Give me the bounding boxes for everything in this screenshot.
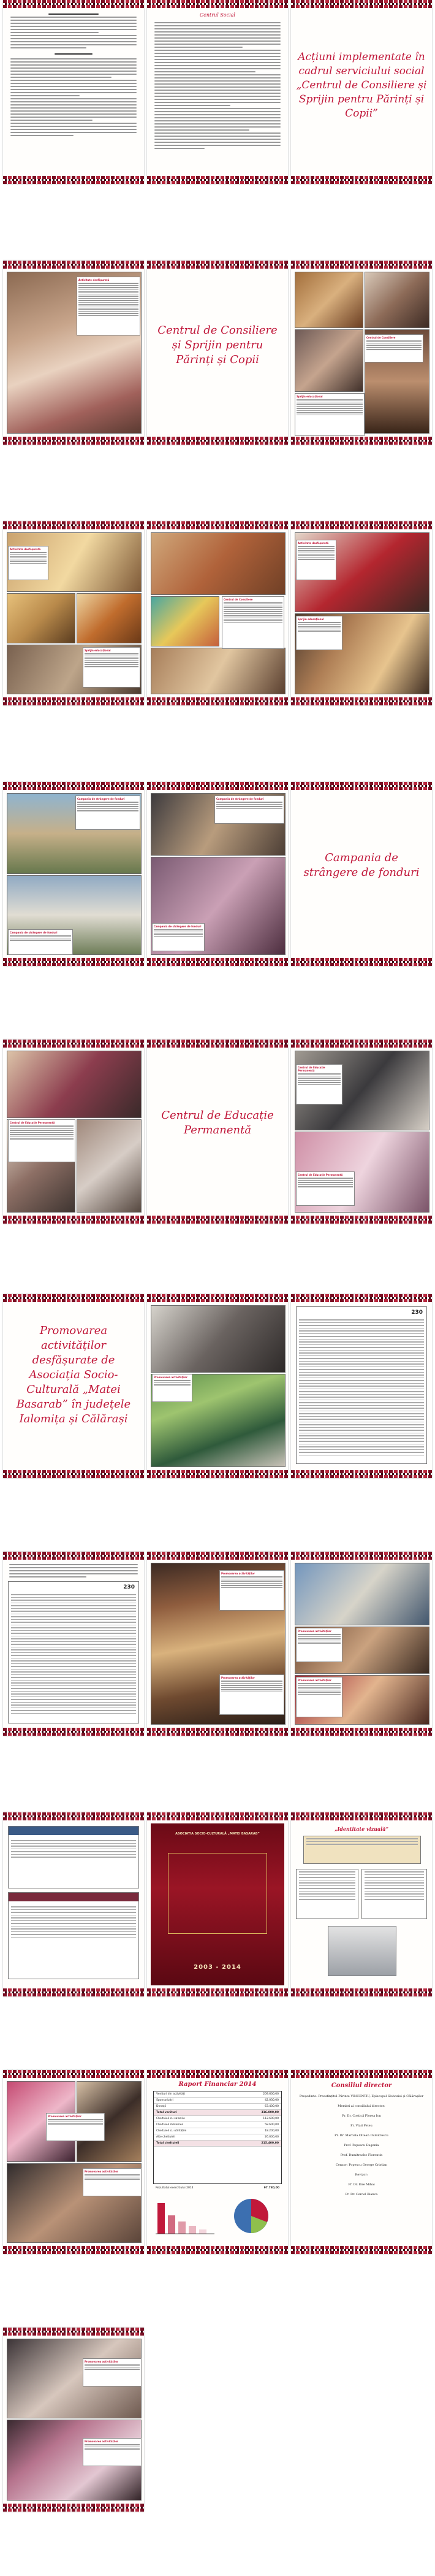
photo-class [77,1119,142,1213]
border-top [147,782,288,790]
border-top [3,261,144,269]
website-screenshot [8,1826,139,1888]
raport-footer-label: Rezultatul exercitiului 2014 [156,2187,194,2190]
cover-years: 2003 - 2014 [194,1964,241,1971]
raport-row-label: Cheltuieli materiale [156,2123,184,2126]
bar [178,2221,186,2234]
raport-row [154,2141,281,2147]
raport-row-value: 42.030,00 [265,2099,279,2102]
bar [199,2229,206,2234]
border-bottom [147,437,288,445]
spread-7 [0,1552,435,1736]
page-photos-13 [3,2070,144,2254]
raport-pie-chart [227,2196,276,2236]
border-bottom [3,2246,144,2254]
photo-orange [77,593,142,643]
border-bottom [147,1988,288,1996]
page-photos-4 [147,521,288,705]
border-bottom [3,1470,144,1478]
consiliul-title: Consiliul director [331,2082,392,2089]
border-bottom [3,958,144,966]
spread-5 [0,1040,435,1224]
border-bottom [3,2504,144,2512]
border-top [291,1294,432,1302]
border-bottom [147,176,288,184]
border-bottom [291,1728,432,1736]
raport-row-label: Total cheltuieli [156,2142,180,2145]
page-identitate [291,1812,432,1996]
page-form-230-2 [3,1552,144,1736]
photo-caption: Activitate desfășurată [8,546,48,580]
border-top [3,1552,144,1560]
border-bottom [3,1216,144,1224]
consiliul-member: Cenzor: Popescu George Cristian [335,2163,388,2167]
photo-kids [365,272,429,328]
raport-row-value: 18.200,00 [265,2129,279,2133]
border-bottom [147,1470,288,1478]
border-bottom [3,176,144,184]
photo-caption: Sprijin educațional [296,616,342,650]
border-top [3,782,144,790]
border-top [3,521,144,529]
spread-4 [0,782,435,966]
border-bottom [147,958,288,966]
page-photos-10 [147,1294,288,1478]
photo-caption: Sprijin educațional [295,393,365,436]
border-top [147,1552,288,1560]
photo-caption: Promovarea activităților [296,1677,342,1717]
consiliul-member: Președinte: Preasfințitul Părinte VINCENTIU, Episcopul Sloboziei și Călărașilor [299,2095,424,2098]
photo-caption: Activitate desfășurată [296,540,336,580]
spread-9 [0,2070,435,2254]
border-top [3,0,144,8]
raport-row-label: Cheltuieli cu utilitățile [156,2129,187,2133]
border-bottom [291,1988,432,1996]
border-top [3,1040,144,1048]
consiliul-member: Pr. Dr. Ene Mihai [348,2183,375,2187]
border-top [147,1040,288,1048]
form-document [8,1581,139,1723]
border-top [3,2070,144,2078]
page-cover [147,1812,288,1996]
brochure [328,1926,396,1976]
raport-row [154,2104,281,2110]
page-photos-5 [291,521,432,705]
page-heading-campania [291,782,432,966]
raport-row [154,2134,281,2141]
spread-6 [0,1294,435,1478]
raport-row-value: 316.000,00 [261,2111,279,2114]
form-number: 230 [123,1584,135,1590]
raport-row-label: Alte cheltuieli [156,2136,175,2139]
photo-studio [151,1305,286,1373]
border-bottom [3,1728,144,1736]
consiliul-member: Revizor: [355,2173,368,2177]
photo-caption: Campania de strângere de fonduri [8,929,73,955]
photo-caption: Promovarea activităților [296,1628,342,1662]
photo-screen [295,1563,429,1625]
photo-crafts [151,532,286,595]
photo-caption: Centrul de Consiliere [365,334,423,362]
page-consiliul [291,2070,432,2254]
raport-row-value: 112.600,00 [263,2117,279,2120]
page-heading: Centrul Social [200,12,235,18]
border-top [291,521,432,529]
consiliul-member: Membri ai consiliului director: [338,2104,385,2108]
section-heading-ccspc: Centrul de Consiliere și Sprijin pentru Părinți și Copii [157,324,278,366]
cover-frame [168,1853,267,1934]
page-heading-cep [147,1040,288,1224]
spread-8 [0,1812,435,1996]
photo-caption: Promovarea activităților [219,1674,284,1715]
consiliul-member: Prof. Popescu Eugenia [344,2144,379,2147]
border-bottom [3,437,144,445]
border-bottom [291,437,432,445]
raport-row-label: Venituri din activități [156,2093,185,2096]
border-bottom [3,697,144,705]
spread-3 [0,521,435,705]
photo-workshop [151,648,286,694]
consiliul-member: Pr. Dr. Costică Florea Ion [342,2114,381,2118]
page-photos-1 [3,261,144,445]
page-photos-14 [3,2328,144,2512]
photo-caption: Campania de strângere de fonduri [75,795,140,830]
border-top [147,2070,288,2078]
photo-caption: Centrul de Educație Permanentă [296,1064,342,1105]
page-text-1 [3,0,144,184]
border-top [147,1294,288,1302]
photo-caption: Campania de strângere de fonduri [214,795,284,824]
border-bottom [147,1728,288,1736]
section-heading-cep: Centrul de Educație Permanentă [161,1109,274,1137]
photo-food [295,272,363,328]
bar [157,2203,165,2234]
section-heading-promovarea: Promovarea activităților desfășurate de Asociația Socio-Culturală „Matei Basarab” în județele Ialomița și Călărași [16,1324,131,1425]
form-230-document [296,1306,427,1464]
cover-title: ASOCIAȚIA SOCIO-CULTURALĂ „MATEI BASARAB” [175,1832,260,1836]
raport-row-label: Total venituri [156,2111,177,2114]
raport-row-label: Cheltuieli cu salariile [156,2117,185,2120]
raport-bar-chart [154,2194,216,2237]
photo-caption: Promovarea activităților [83,2358,142,2386]
bar [168,2215,175,2234]
flyer [361,1869,427,1919]
border-bottom [291,176,432,184]
border-top [291,1040,432,1048]
border-top [147,0,288,8]
spread-2 [0,261,435,445]
page-photos-6 [3,782,144,966]
raport-row [154,2122,281,2128]
photo-teacher [7,593,75,643]
raport-row-label: Donații [156,2105,167,2108]
page-photos-12 [291,1552,432,1736]
cover-panel [151,1823,284,1985]
border-top [3,2328,144,2336]
consiliul-member: Prof. Dumitrache Florentin [340,2153,383,2157]
text-column [154,22,281,151]
photo-caption: Campania de strângere de fonduri [152,923,205,951]
photo-caption: Promovarea activităților [83,2168,142,2196]
page-heading-actiuni [291,0,432,184]
raport-table [153,2091,282,2184]
flyer [296,1869,358,1919]
page-form-230 [291,1294,432,1478]
raport-title: Raport Financiar 2014 [178,2081,257,2088]
border-bottom [291,958,432,966]
raport-row [154,2116,281,2122]
page-text-2 [147,0,288,184]
section-heading-actiuni: Acțiuni implementate în cadrul serviciului social „Centrul de Consiliere și Sprijin pentru Părinți și Copii” [296,51,427,120]
border-bottom [291,1216,432,1224]
consiliul-member: Pr. Vlad Peteu [350,2124,373,2128]
page-heading-promovarea [3,1294,144,1478]
raport-row-value: 58.600,00 [265,2123,279,2126]
bar [189,2226,196,2234]
raport-row-value: 26.000,00 [265,2136,279,2139]
website-screenshot [8,1892,139,1979]
border-bottom [291,697,432,705]
photo-caption: Centrul de Consiliere [222,596,284,649]
photo-caption: Sprijin educațional [83,647,140,688]
photo-caption: Centrul de Educație Permanentă [8,1119,75,1162]
section-heading-identitate: „Identitate vizuală” [334,1826,389,1832]
page-photos-3 [3,521,144,705]
text-column [10,13,137,138]
page-photos-7 [147,782,288,966]
border-bottom [147,2246,288,2254]
raport-row [154,2098,281,2104]
border-top [291,261,432,269]
spread-10 [0,2328,435,2512]
consiliul-member: Pr. Dr. Marcela Oltean Dumitrescu [335,2134,388,2137]
raport-row [154,2128,281,2134]
border-bottom [291,2246,432,2254]
form-number: 230 [411,1309,423,1316]
raport-row-value: 63.400,00 [265,2105,279,2108]
border-bottom [291,1470,432,1478]
consiliul-list [297,2095,426,2202]
border-top [3,1294,144,1302]
photo-lesson [7,1051,142,1118]
logo-banner [303,1836,421,1864]
page-photos-11 [147,1552,288,1736]
photo-group [295,329,363,392]
border-bottom [147,1216,288,1224]
photo-caption: Promovarea activităților [152,1374,192,1402]
page-heading-ccspc [147,261,288,445]
photo-caption: Promovarea activităților [46,2113,105,2141]
raport-footer-value: 97.780,00 [263,2187,279,2190]
raport-row [154,2091,281,2098]
photo-caption: Centrul de Educație Permanentă [296,1171,355,1206]
border-top [291,1552,432,1560]
border-top [147,261,288,269]
border-top [291,1812,432,1820]
spread-1 [0,0,435,184]
section-heading-campania: Campania de strângere de fonduri [303,851,420,879]
border-top [291,782,432,790]
page-raport [147,2070,288,2254]
raport-row-value: 215.400,00 [261,2142,279,2145]
border-bottom [3,1988,144,1996]
border-top [291,0,432,8]
border-top [291,2070,432,2078]
raport-row [154,2110,281,2116]
raport-row-value: 209.600,00 [263,2093,279,2096]
raport-row-label: Sponsorizări [156,2099,173,2102]
page-photos-2 [291,261,432,445]
consiliul-member: Pr. Dr. Cercel Bianca [345,2193,378,2196]
border-bottom [147,697,288,705]
page-photos-9 [291,1040,432,1224]
photo-caption: Promovarea activităților [83,2438,142,2466]
raport-rows [154,2091,281,2147]
photo-caption: Promovarea activităților [219,1570,284,1611]
page-web [3,1812,144,1996]
photo-caption: Activitate desfășurată [77,277,140,335]
border-top [3,1812,144,1820]
page-photos-8 [3,1040,144,1224]
border-top [147,1812,288,1820]
photo-eggs [151,596,219,646]
text-column [9,1564,138,1579]
border-top [147,521,288,529]
